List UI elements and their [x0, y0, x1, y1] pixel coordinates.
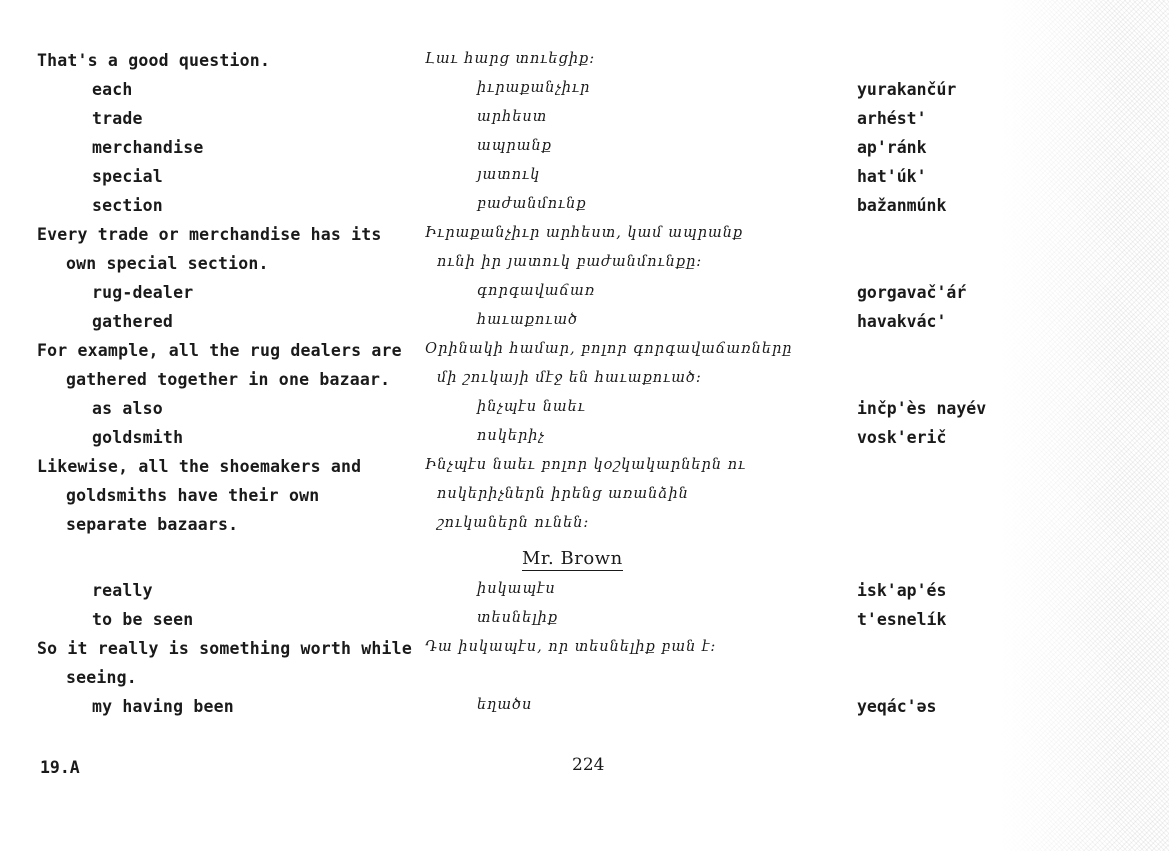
vocab-row [0, 138, 1169, 167]
english-text: Every trade or merchandise has its [37, 225, 382, 244]
vocab-row [0, 486, 1169, 515]
transliteration-text: t'esnelík [857, 610, 947, 629]
english-text: gathered together in one bazaar. [66, 370, 391, 389]
english-text: to be seen [92, 610, 194, 629]
section-number: 19.A [40, 758, 80, 777]
english-text: separate bazaars. [66, 515, 239, 534]
english-text: each [92, 80, 133, 99]
english-text: That's a good question. [37, 51, 271, 70]
armenian-text: Լաւ հարց տուեցիք։ [425, 51, 596, 67]
armenian-text: յատուկ [477, 167, 541, 183]
armenian-text: իսկապէս [477, 581, 556, 597]
english-text: own special section. [66, 254, 269, 273]
english-text: rug-dealer [92, 283, 194, 302]
armenian-text: Ինչպէս նաեւ բոլոր կօշկակարներն ու [425, 457, 747, 473]
english-text: goldsmiths have their own [66, 486, 320, 505]
vocab-row [0, 697, 1169, 726]
vocab-row [0, 399, 1169, 428]
transliteration-text: bažanmúnk [857, 196, 947, 215]
armenian-text: իւրաքանչիւր [477, 80, 591, 96]
vocab-row [0, 283, 1169, 312]
armenian-text: ինչպէս նաեւ [477, 399, 586, 415]
armenian-text: բաժանմունք [477, 196, 587, 212]
transliteration-text: isk'ap'és [857, 581, 947, 600]
vocab-row [0, 341, 1169, 370]
armenian-text: հաւաքուած [477, 312, 579, 328]
vocab-row [0, 109, 1169, 138]
armenian-text: Դա իսկապէս, որ տեսնելիք բան է։ [425, 639, 717, 655]
armenian-text: եղածս [477, 697, 533, 713]
vocab-row [0, 167, 1169, 196]
armenian-text: Օրինակի համար, բոլոր գորգավաճառները [425, 341, 793, 357]
speaker-heading: Mr. Brown [522, 548, 623, 569]
transliteration-text: arhést' [857, 109, 927, 128]
english-text: trade [92, 109, 143, 128]
english-text: my having been [92, 697, 234, 716]
armenian-text: գորգավաճառ [477, 283, 596, 299]
english-text: Likewise, all the shoemakers and [37, 457, 362, 476]
armenian-text: Իւրաքանչիւր արհեստ, կամ ապրանք [425, 225, 744, 241]
vocab-row [0, 428, 1169, 457]
english-text: seeing. [66, 668, 137, 687]
armenian-text: ունի իր յատուկ բաժանմունքը։ [437, 254, 703, 270]
vocab-row [0, 581, 1169, 610]
english-text: goldsmith [92, 428, 184, 447]
page-number: 224 [572, 755, 605, 775]
vocab-row [0, 515, 1169, 544]
vocab-row [0, 254, 1169, 283]
armenian-text: ոսկերիչ [477, 428, 545, 444]
armenian-text: ապրանք [477, 138, 552, 154]
transliteration-text: hat'úk' [857, 167, 927, 186]
vocab-row [0, 312, 1169, 341]
english-text: as also [92, 399, 163, 418]
transliteration-text: ap'ránk [857, 138, 927, 157]
vocab-row [0, 196, 1169, 225]
english-text: So it really is something worth while [37, 639, 412, 658]
transliteration-text: inčp'ès nayév [857, 399, 987, 418]
transliteration-text: havakvác' [857, 312, 947, 331]
english-text: special [92, 167, 163, 186]
vocab-row [0, 457, 1169, 486]
vocab-row [0, 80, 1169, 109]
armenian-text: ոսկերիչներն իրենց առանձին [437, 486, 689, 502]
vocab-row [0, 668, 1169, 697]
vocab-row [0, 225, 1169, 254]
armenian-text: շուկաներն ունեն։ [437, 515, 590, 531]
english-text: merchandise [92, 138, 204, 157]
armenian-text: մի շուկայի մէջ են հաւաքուած։ [437, 370, 702, 386]
transliteration-text: gorgavač'áŕ [857, 283, 967, 302]
english-text: really [92, 581, 153, 600]
vocab-row [0, 610, 1169, 639]
vocab-row [0, 370, 1169, 399]
transliteration-text: yeqác'əs [857, 697, 937, 716]
vocab-row [0, 51, 1169, 80]
transliteration-text: vosk'erič [857, 428, 947, 447]
english-text: For example, all the rug dealers are [37, 341, 402, 360]
english-text: gathered [92, 312, 174, 331]
english-text: section [92, 196, 163, 215]
transliteration-text: yurakančúr [857, 80, 957, 99]
armenian-text: տեսնելիք [477, 610, 559, 626]
armenian-text: արհեստ [477, 109, 548, 125]
vocab-row [0, 639, 1169, 668]
